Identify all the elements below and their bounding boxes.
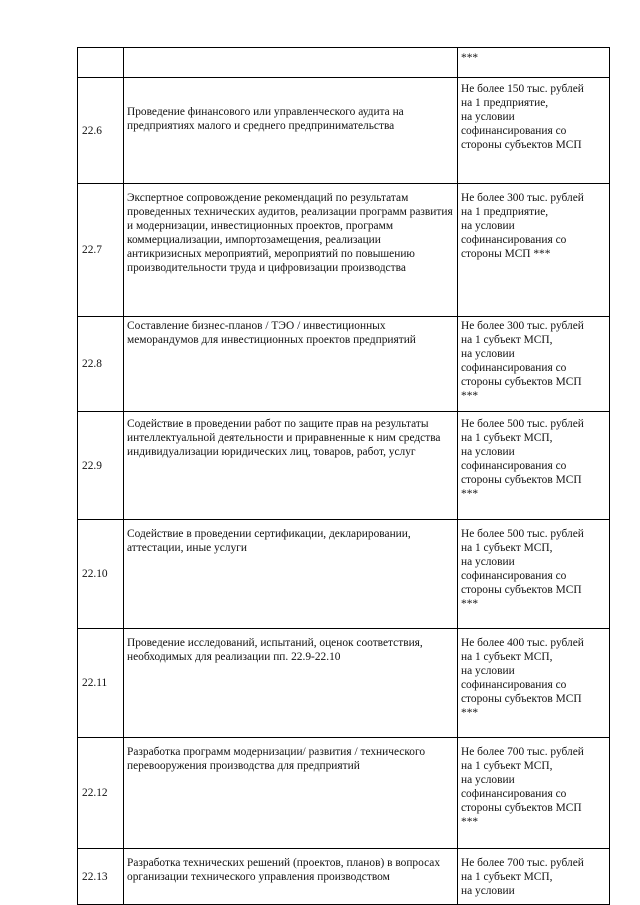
item-number: 22.7 xyxy=(78,184,124,317)
item-conditions: Не более 300 тыс. рублей на 1 предприятие, на условии софинансирования со стороны МСП *** xyxy=(458,184,610,317)
item-number: 22.10 xyxy=(78,520,124,629)
table-row xyxy=(78,78,610,184)
table-row xyxy=(78,629,610,738)
item-description: Содействие в проведении работ по защите прав на результаты интеллектуальной деятельности и приравненные к ним средства индивидуализации юридических лиц, товаров, работ, услуг xyxy=(124,412,458,520)
item-conditions: Не более 500 тыс. рублей на 1 субъект МСП, на условии софинансирования со стороны субъектов МСП *** xyxy=(458,412,610,520)
item-conditions: Не более 150 тыс. рублей на 1 предприятие, на условии софинансирования со стороны субъектов МСП xyxy=(458,78,610,184)
table-row xyxy=(78,184,610,317)
item-description: Составление бизнес-планов / ТЭО / инвестиционных меморандумов для инвестиционных проектов предприятий xyxy=(124,317,458,412)
table-row xyxy=(78,849,610,905)
table-row xyxy=(78,48,610,78)
item-number: 22.8 xyxy=(78,317,124,412)
item-description: Содействие в проведении сертификации, декларировании, аттестации, иные услуги xyxy=(124,520,458,629)
table-row xyxy=(78,520,610,629)
item-number: 22.13 xyxy=(78,849,124,905)
item-description: Экспертное сопровождение рекомендаций по результатам проведенных технических аудитов, реализации программ развития и модернизации, инвестиционных проектов, программ коммерциализации, импортозамещения, реализации антикризисных мероприятий, мероприятий по повышению производительности труда и цифровизации производства xyxy=(124,184,458,317)
item-description: Разработка технических решений (проектов, планов) в вопросах организации технического управления производством xyxy=(124,849,458,905)
item-number: 22.9 xyxy=(78,412,124,520)
item-description: Проведение финансового или управленческого аудита на предприятиях малого и среднего предпринимательства xyxy=(124,78,458,184)
item-conditions: Не более 700 тыс. рублей на 1 субъект МСП, на условии софинансирования со стороны субъектов МСП *** xyxy=(458,738,610,849)
item-description xyxy=(124,48,458,78)
table-row xyxy=(78,412,610,520)
table-row xyxy=(78,317,610,412)
table-row xyxy=(78,738,610,849)
item-number: 22.6 xyxy=(78,78,124,184)
item-conditions: Не более 700 тыс. рублей на 1 субъект МСП, на условии xyxy=(458,849,610,905)
services-table xyxy=(77,47,610,905)
item-conditions: Не более 500 тыс. рублей на 1 субъект МСП, на условии софинансирования со стороны субъектов МСП *** xyxy=(458,520,610,629)
item-conditions: Не более 300 тыс. рублей на 1 субъект МСП, на условии софинансирования со стороны субъектов МСП *** xyxy=(458,317,610,412)
item-description: Разработка программ модернизации/ развития / технического перевооружения производства для предприятий xyxy=(124,738,458,849)
item-conditions: *** xyxy=(458,48,610,78)
item-description: Проведение исследований, испытаний, оценок соответствия, необходимых для реализации пп. 22.9-22.10 xyxy=(124,629,458,738)
item-number: 22.12 xyxy=(78,738,124,849)
item-conditions: Не более 400 тыс. рублей на 1 субъект МСП, на условии софинансирования со стороны субъектов МСП *** xyxy=(458,629,610,738)
item-number xyxy=(78,48,124,78)
item-number: 22.11 xyxy=(78,629,124,738)
